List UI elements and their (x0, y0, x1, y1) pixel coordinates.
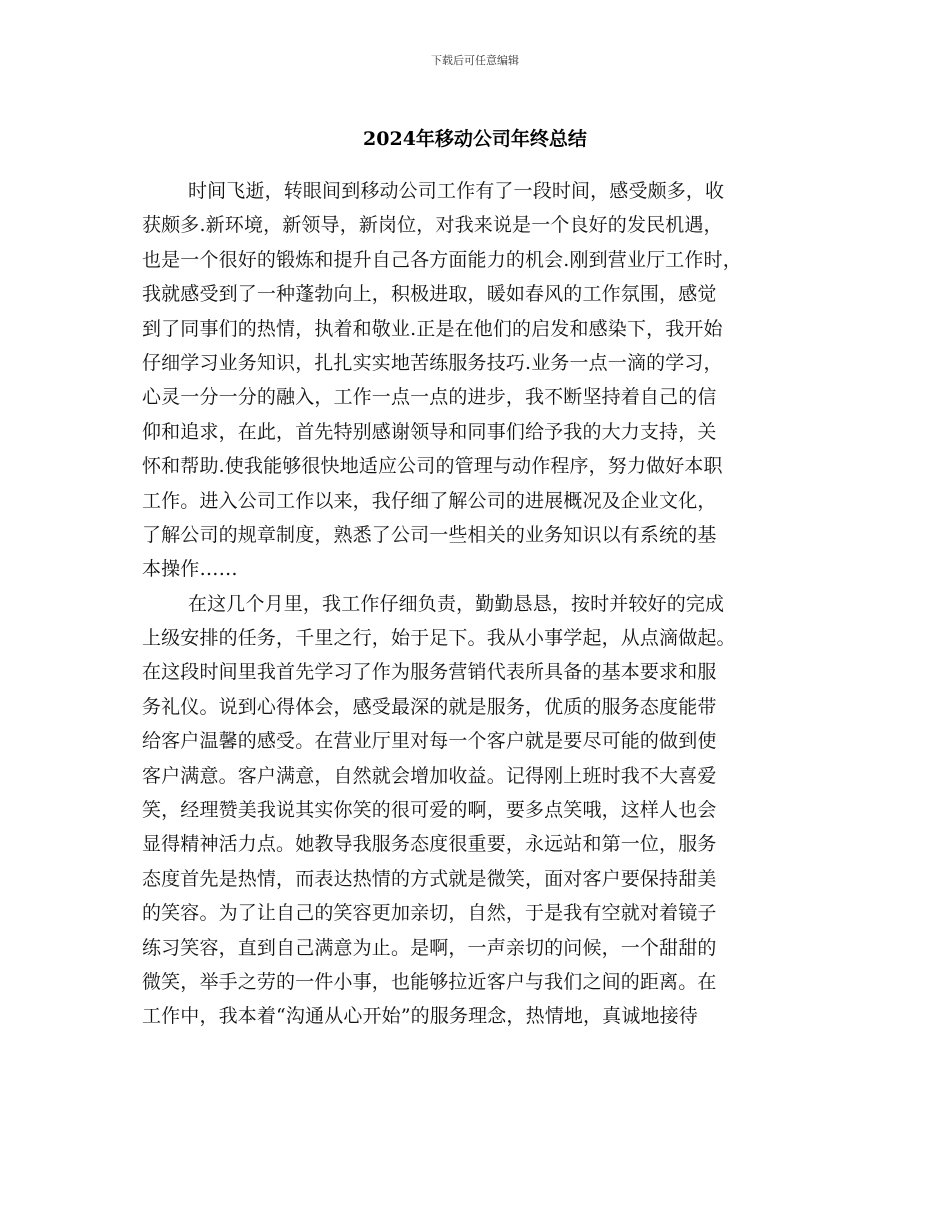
text-line: 我就感受到了一种蓬勃向上，积极进取，暖如春风的工作氛围，感觉 (142, 283, 717, 306)
text-line: 在这段时间里我首先学习了作为服务营销代表所具备的基本要求和服 (142, 661, 717, 684)
text-line: 练习笑容，直到自己满意为止。是啊，一声亲切的问候，一个甜甜的 (142, 936, 717, 959)
text-line: 仰和追求，在此，首先特别感谢领导和同事们给予我的大力支持，关 (142, 420, 717, 443)
text-line: 工作中，我本着“沟通从心开始”的服务理念，热情地，真诚地接待 (142, 1005, 698, 1028)
text-line: 微笑，举手之劳的一件小事，也能够拉近客户与我们之间的距离。在 (142, 970, 717, 993)
text-line: 仔细学习业务知识，扎扎实实地苦练服务技巧.业务一点一滴的学习， (142, 351, 723, 374)
text-line: 了解公司的规章制度，熟悉了公司一些相关的业务知识以有系统的基 (142, 523, 717, 546)
text-line: 态度首先是热情，而表达热情的方式就是微笑，面对客户要保持甜美 (142, 867, 717, 890)
paragraph (142, 587, 806, 1034)
text-line: 工作。进入公司工作以来，我仔细了解公司的进展概况及企业文化， (142, 489, 717, 512)
text-line: 上级安排的任务，千里之行，始于足下。我从小事学起，从点滴做起。 (142, 627, 736, 650)
text-line: 本操作…… (142, 558, 238, 581)
text-line: 心灵一分一分的融入，工作一点一点的进步，我不断坚持着自己的信 (142, 386, 717, 409)
document-body (142, 174, 806, 1034)
text-line: 时间飞逝，转眼间到移动公司工作有了一段时间，感受颇多，收 (188, 180, 725, 202)
page-header: 下载后可任意编辑 (431, 54, 519, 67)
text-line: 显得精神活力点。她教导我服务态度很重要，永远站和第一位，服务 (142, 833, 717, 856)
paragraph (142, 174, 806, 587)
text-line: 的笑容。为了让自己的笑容更加亲切，自然，于是我有空就对着镜子 (142, 902, 717, 925)
text-line: 也是一个很好的锻炼和提升自己各方面能力的机会.刚到营业厅工作时， (142, 248, 742, 271)
text-line: 务礼仪。说到心得体会，感受最深的就是服务，优质的服务态度能带 (142, 695, 717, 718)
document-title: 2024年移动公司年终总结 (363, 128, 587, 150)
text-line: 在这几个月里，我工作仔细负责，勤勤恳恳，按时并较好的完成 (188, 592, 725, 615)
text-line: 笑，经理赞美我说其实你笑的很可爱的啊，要多点笑哦，这样人也会 (142, 799, 717, 822)
text-line: 怀和帮助.使我能够很快地适应公司的管理与动作程序，努力做好本职 (142, 455, 723, 478)
text-line: 给客户温馨的感受。在营业厅里对每一个客户就是要尽可能的做到使 (142, 730, 717, 753)
text-line: 客户满意。客户满意，自然就会增加收益。记得刚上班时我不大喜爱 (142, 764, 717, 787)
text-line: 到了同事们的热情，执着和敬业.正是在他们的启发和感染下，我开始 (142, 317, 723, 340)
text-line: 获颇多.新环境，新领导，新岗位，对我来说是一个良好的发民机遇， (142, 214, 723, 237)
